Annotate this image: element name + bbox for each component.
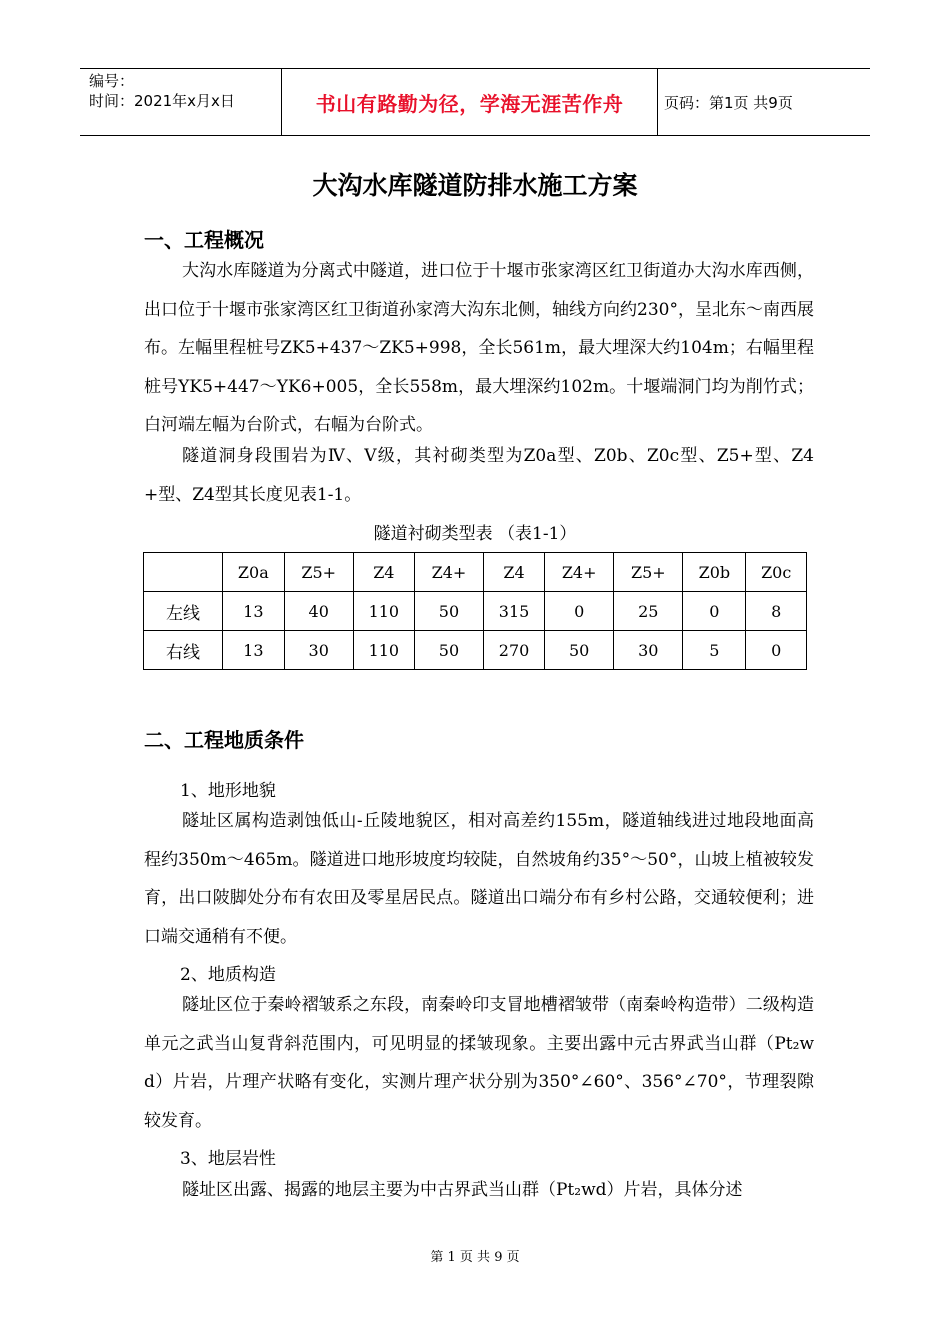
- section-heading-geology: 二、工程地质条件: [144, 728, 304, 752]
- header-motto-cell: [282, 69, 658, 135]
- table-header-cell: [144, 553, 223, 592]
- table-header-cell: Z0c: [746, 553, 807, 592]
- header-motto: 书山有路勤为径，学海无涯苦作舟: [315, 91, 624, 116]
- table-cell: 13: [223, 592, 285, 631]
- table-caption: 隧道衬砌类型表 （表1-1）: [373, 524, 577, 544]
- table-cell: 13: [223, 631, 285, 670]
- page-footer: 第 1 页 共 9 页: [430, 1250, 520, 1265]
- table-header-cell: Z4: [484, 553, 545, 592]
- table-cell: 40: [284, 592, 353, 631]
- table-cell: 270: [484, 631, 545, 670]
- section-heading-overview: 一、工程概况: [144, 228, 264, 252]
- table-cell: 50: [414, 592, 483, 631]
- table-cell: 0: [683, 592, 746, 631]
- table-cell: 30: [284, 631, 353, 670]
- table-header-cell: Z4+: [545, 553, 614, 592]
- table-cell: 30: [614, 631, 683, 670]
- subheading-structure: 2、地质构造: [180, 965, 276, 985]
- table-cell: 0: [746, 631, 807, 670]
- header-page-info: 页码：第1页 共9页: [664, 93, 793, 112]
- table-row-label: 左线: [144, 592, 223, 631]
- table-cell: 110: [353, 631, 414, 670]
- table-cell: 25: [614, 592, 683, 631]
- overview-paragraph-1: 大沟水库隧道为分离式中隧道，进口位于十堰市张家湾区红卫街道办大沟水库西侧，出口位于十堰市张家湾区红卫街道孙家湾大沟东北侧，轴线方向约230°，呈北东～南西展布。左幅里程桩号ZK5+437～ZK5+998，全长561m，最大埋深大约104m；右幅里程桩号YK5+447～YK6+005，全长558m，最大埋深约102m。十堰端洞门均为削竹式；白河端左幅为台阶式，右幅为台阶式。: [144, 261, 814, 435]
- table-row-label: 右线: [144, 631, 223, 670]
- document-title: 大沟水库隧道防排水施工方案: [312, 171, 638, 200]
- table-header-cell: Z5+: [284, 553, 353, 592]
- table-header-cell: Z5+: [614, 553, 683, 592]
- subheading-landform: 1、地形地貌: [180, 781, 276, 801]
- table-cell: 315: [484, 592, 545, 631]
- table-cell: 5: [683, 631, 746, 670]
- lithology-paragraph: 隧址区出露、揭露的地层主要为中古界武当山群（Pt₂wd）片岩，具体分述: [182, 1180, 743, 1200]
- overview-paragraph-2: 隧道洞身段围岩为Ⅳ、Ⅴ级，其衬砌类型为Z0a型、Z0b、Z0c型、Z5+型、Z4+型、Z4型其长度见表1-1。: [144, 446, 814, 505]
- table-row: [144, 631, 807, 670]
- header-meta: [80, 69, 282, 135]
- structure-paragraph: 隧址区位于秦岭褶皱系之东段，南秦岭印支冒地槽褶皱带（南秦岭构造带）二级构造单元之武当山复背斜范围内，可见明显的揉皱现象。主要出露中元古界武当山群（Pt₂wd）片岩，片理产状略有变化，实测片理产状分别为350°∠60°、356°∠70°，节理裂隙较发育。: [144, 995, 814, 1131]
- date-line: 时间：2021年x月x日: [89, 92, 235, 110]
- table-cell: 0: [545, 592, 614, 631]
- page-header: [80, 68, 870, 136]
- table-header-row: [144, 553, 807, 592]
- table-cell: 8: [746, 592, 807, 631]
- table-header-cell: Z4: [353, 553, 414, 592]
- table-row: [144, 592, 807, 631]
- table-cell: 50: [545, 631, 614, 670]
- table-header-cell: Z0a: [223, 553, 285, 592]
- table-cell: 50: [414, 631, 483, 670]
- landform-paragraph: 隧址区属构造剥蚀低山-丘陵地貌区，相对高差约155m，隧道轴线进过地段地面高程约350m～465m。隧道进口地形坡度均较陡，自然坡角约35°～50°，山坡上植被较发育，出口陂脚处分布有农田及零星居民点。隧道出口端分布有乡村公路，交通较便利；进口端交通稍有不便。: [144, 811, 814, 947]
- lining-type-table: [143, 552, 807, 670]
- table-header-cell: Z4+: [414, 553, 483, 592]
- serial-number-label: 编号：: [89, 72, 135, 90]
- table-header-cell: Z0b: [683, 553, 746, 592]
- table-cell: 110: [353, 592, 414, 631]
- subheading-lithology: 3、地层岩性: [180, 1149, 276, 1169]
